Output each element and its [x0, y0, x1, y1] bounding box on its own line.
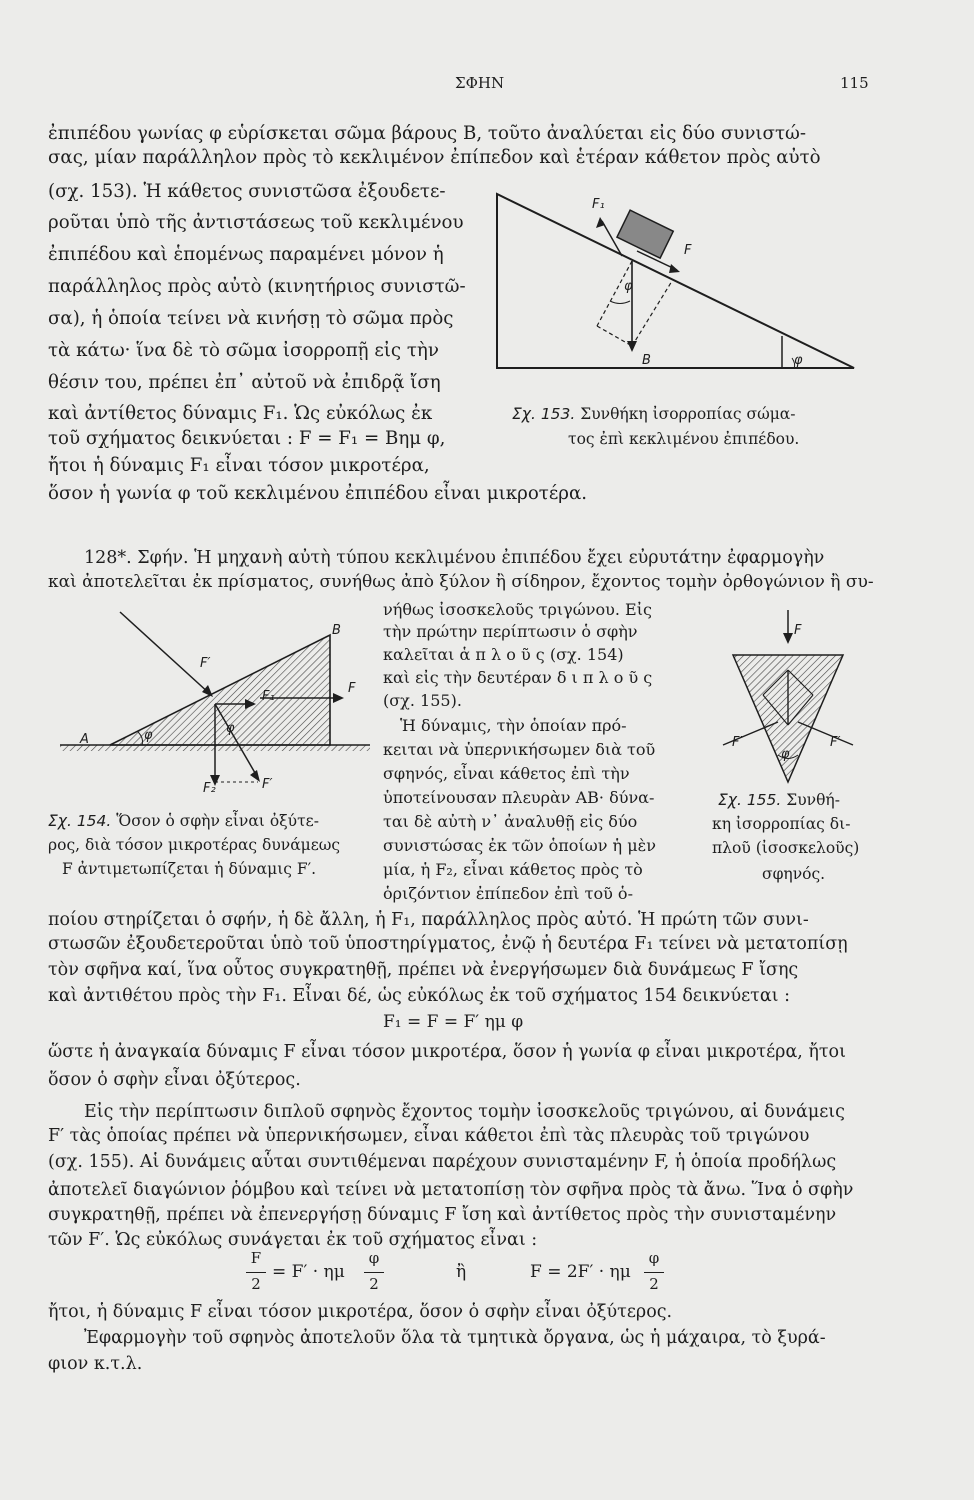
text-line: φιον κ.τ.λ. — [48, 1354, 143, 1374]
figure-153-number: Σχ. 153. — [512, 405, 576, 423]
text-line: τὴν πρώτην περίπτωσιν ὁ σφὴν — [383, 622, 638, 641]
text-line: F′ τὰς ὁποίας πρέπει νὰ ὑπερνικήσωμεν, εἶναι κάθετοι ἐπὶ τὰς πλευρὰς τοῦ τριγώνου — [48, 1126, 810, 1146]
text-line: τοῦ σχήματος δεικνύεται : F = F₁ = Βημ φ, — [48, 428, 446, 449]
label-F-prime-right: F′ — [830, 735, 841, 750]
label-B: B — [642, 353, 651, 368]
text-line: Ἐφαρμογὴν τοῦ σφηνὸς ἀποτελοῦν ὅλα τὰ τμητικὰ ὄργανα, ὡς ἡ μάχαιρα, τὸ ξυρά- — [84, 1328, 826, 1348]
text-line: καλεῖται ἁ π λ ο ῦ ς (σχ. 154) — [383, 645, 624, 664]
label-F-prime-left: F′ — [732, 735, 743, 750]
figure-155-caption-text: Συνθή- — [786, 791, 840, 809]
eq2-right: F = 2F′ · ημ — [530, 1262, 631, 1282]
figure-155-number: Σχ. 155. — [718, 791, 782, 809]
figure-154-caption-line-3: F ἀντιμετωπίζεται ἡ δύναμις F′. — [62, 860, 317, 878]
text-line: σας, μίαν παράλληλον πρὸς τὸ κεκλιμένον ἐπίπεδον καὶ ἑτέραν κάθετον πρὸς αὐτὸ — [48, 147, 821, 168]
text-line: ὁριζόντιον ἐπίπεδον ἐπὶ τοῦ ὁ- — [383, 884, 633, 903]
text-line: ἀποτελεῖ διαγώνιον ῥόμβου καὶ τείνει νὰ μετατοπίσῃ τὸν σφῆνα πρὸς τὰ ἄνω. Ἵνα ὁ σφὴν — [48, 1180, 854, 1200]
figure-155-caption-line — [718, 789, 840, 811]
label-F: F — [684, 243, 692, 258]
text-line: ἐπιπέδου γωνίας φ εὑρίσκεται σῶμα βάρους Β, τοῦτο ἀναλύεται εἰς δύο συνιστώ- — [48, 123, 807, 144]
text-line: τὸν σφῆνα καί, ἵνα οὗτος συγκρατηθῇ, πρέπει νὰ ἐνεργήσωμεν διὰ δυνάμεως F ἴσης — [48, 960, 799, 980]
text-line: Ἡ δύναμις, τὴν ὁποίαν πρό- — [400, 716, 627, 735]
figure-154-number: Σχ. 154. — [48, 812, 112, 830]
label-F-prime-2: F′ — [262, 777, 273, 792]
equation-1: F₁ = F = F′ ημ φ — [383, 1012, 524, 1032]
text-line: καὶ ἀντιθέτου πρὸς τὴν F₁. Εἶναι δέ, ὡς εὐκόλως ἐκ τοῦ σχήματος 154 δεικνύεται : — [48, 986, 790, 1006]
figure-154-simple-wedge — [60, 612, 380, 808]
fraction-bar — [246, 1272, 266, 1273]
text-line: ὅσον ἡ γωνία φ τοῦ κεκλιμένου ἐπιπέδου εἶναι μικροτέρα. — [48, 483, 588, 504]
text-line: ἤτοι, ἡ δύναμις F εἶναι τόσον μικροτέρα, ὅσον ὁ σφὴν εἶναι ὀξύτερος. — [48, 1302, 673, 1322]
text-line: θέσιν του, πρέπει ἐπ᾽ αὐτοῦ νὰ ἐπιδρᾷ ἴση — [48, 372, 441, 393]
label-phi-angle: φ — [794, 353, 803, 368]
text-line: ροῦται ὑπὸ τῆς ἀντιστάσεως τοῦ κεκλιμένου — [48, 212, 464, 233]
text-line: ὥστε ἡ ἀναγκαία δύναμις F εἶναι τόσον μικροτέρα, ὅσον ἡ γωνία φ εἶναι μικροτέρα, ἤτοι — [48, 1042, 846, 1062]
figure-153-caption-text: Συνθήκη ἰσορροπίας σώμα- — [580, 405, 796, 423]
text-line: ται δὲ αὐτὴ ν᾽ ἀναλυθῇ εἰς δύο — [383, 812, 638, 831]
figure-154-caption-line — [48, 810, 319, 832]
text-line: συγκρατηθῇ, πρέπει νὰ ἐπενεργήσῃ δύναμις F ἴση καὶ ἀντίθετος πρὸς τὴν συνισταμένην — [48, 1205, 837, 1225]
label-phi: φ — [781, 747, 790, 762]
section-heading-line: 128*. Σφήν. Ἡ μηχανὴ αὐτὴ τύπου κεκλιμένου ἐπιπέδου ἔχει εὐρυτάτην ἐφαρμογὴν — [84, 548, 825, 568]
text-line: Εἰς τὴν περίπτωσιν διπλοῦ σφηνὸς ἔχοντος τομὴν ἰσοσκελοῦς τριγώνου, αἱ δυνάμεις — [84, 1102, 845, 1122]
figure-154-caption-line-2: ρος, διὰ τόσον μικροτέρας δυνάμεως — [48, 836, 341, 854]
fraction-bar — [364, 1272, 384, 1273]
text-line: ποίου στηρίζεται ὁ σφήν, ἡ δὲ ἄλλη, ἡ F₁, παράλληλος πρὸς αὐτό. Ἡ πρώτη τῶν συνι- — [48, 910, 809, 930]
text-line: ἤτοι ἡ δύναμις F₁ εἶναι τόσον μικροτέρα, — [48, 455, 430, 476]
label-B: B — [332, 623, 341, 638]
text-line: νήθως ἰσοσκελοῦς τριγώνου. Εἰς — [383, 600, 652, 619]
eq2-or: ἢ — [456, 1262, 467, 1282]
text-line: σφηνός, εἶναι κάθετος ἐπὶ τὴν — [383, 764, 630, 783]
text-line: τὰ κάτω· ἵνα δὲ τὸ σῶμα ἰσορροπῇ εἰς τὴν — [48, 340, 439, 361]
label-F: F — [348, 681, 356, 696]
text-line: ὑποτείνουσαν πλευρὰν ΑΒ· δύνα- — [383, 788, 655, 807]
text-line: ὅσον ὁ σφὴν εἶναι ὀξύτερος. — [48, 1070, 301, 1090]
text-line: μία, ἡ F₂, εἶναι κάθετος πρὸς τὸ — [383, 860, 643, 879]
label-F1: F₁ — [262, 689, 275, 704]
eq2-fraction-denominator: 2 — [251, 1275, 261, 1293]
figure-155-caption-line-2: κη ἰσορροπίας δι- — [712, 815, 851, 833]
figure-155-double-wedge — [718, 610, 858, 790]
label-phi: φ — [624, 279, 633, 294]
figure-154-caption-text: Ὅσον ὁ σφὴν εἶναι ὀξύτε- — [116, 812, 319, 830]
text-line: καὶ ἀποτελεῖται ἐκ πρίσματος, συνήθως ἀπὸ ξύλον ἢ σίδηρον, ἔχοντος τομὴν ὀρθογώνιον ἢ συ- — [48, 572, 874, 592]
label-F-prime: F′ — [200, 656, 211, 671]
label-A: A — [80, 732, 89, 747]
eq2-phi-numerator: φ — [368, 1249, 380, 1267]
figure-153-caption-line — [512, 403, 796, 425]
eq2-phi-denominator: 2 — [369, 1275, 379, 1293]
eq2-right-phi-denominator: 2 — [649, 1275, 659, 1293]
eq2-right-phi-numerator: φ — [648, 1249, 660, 1267]
eq2-fraction-numerator: F — [250, 1249, 262, 1267]
label-phi: φ — [144, 728, 153, 743]
text-line: σα), ἡ ὁποία τείνει νὰ κινήσῃ τὸ σῶμα πρὸς — [48, 308, 454, 329]
text-line: (σχ. 155). — [383, 691, 462, 710]
text-line: κειται νὰ ὑπερνικήσωμεν διὰ τοῦ — [383, 740, 656, 759]
running-header-title: ΣΦΗΝ — [455, 74, 505, 92]
eq2-middle: = F′ · ημ — [272, 1262, 345, 1282]
text-line: ἐπιπέδου καὶ ἑπομένως παραμένει μόνον ἡ — [48, 244, 444, 265]
figure-153-caption-line-2: τος ἐπὶ κεκλιμένου ἐπιπέδου. — [568, 430, 800, 448]
figure-153-inclined-plane — [492, 186, 862, 376]
text-line: (σχ. 155). Αἱ δυνάμεις αὗται συντιθέμεναι παρέχουν συνισταμένην F, ἡ ὁποία προδήλως — [48, 1152, 837, 1172]
label-phi-2: φ — [226, 721, 235, 736]
label-F1: F₁ — [592, 197, 605, 212]
text-line: τῶν F′. Ὡς εὐκόλως συνάγεται ἐκ τοῦ σχήματος εἶναι : — [48, 1230, 538, 1250]
figure-155-caption-line-3: πλοῦ (ἰσοσκελοῦς) — [712, 839, 860, 857]
label-F2: F₂ — [203, 781, 216, 796]
text-line: παράλληλος πρὸς αὐτὸ (κινητήριος συνιστῶ- — [48, 276, 466, 297]
label-F: F — [794, 623, 802, 638]
page-number: 115 — [840, 74, 869, 92]
text-line: καὶ ἀντίθετος δύναμις F₁. Ὡς εὐκόλως ἐκ — [48, 403, 433, 424]
figure-155-caption-line-4: σφηνός. — [762, 865, 826, 883]
text-line: συνιστώσας ἐκ τῶν ὁποίων ἡ μὲν — [383, 836, 656, 855]
text-line: καὶ εἰς τὴν δευτέραν δ ι π λ ο ῦ ς — [383, 668, 653, 687]
fraction-bar — [644, 1272, 664, 1273]
text-line: (σχ. 153). Ἡ κάθετος συνιστῶσα ἐξουδετε- — [48, 181, 446, 202]
text-line: στωσῶν ἐξουδετεροῦται ὑπὸ τοῦ ὑποστηρίγματος, ἐνῷ ἡ δευτέρα F₁ τείνει νὰ μετατοπίσῃ — [48, 934, 848, 954]
